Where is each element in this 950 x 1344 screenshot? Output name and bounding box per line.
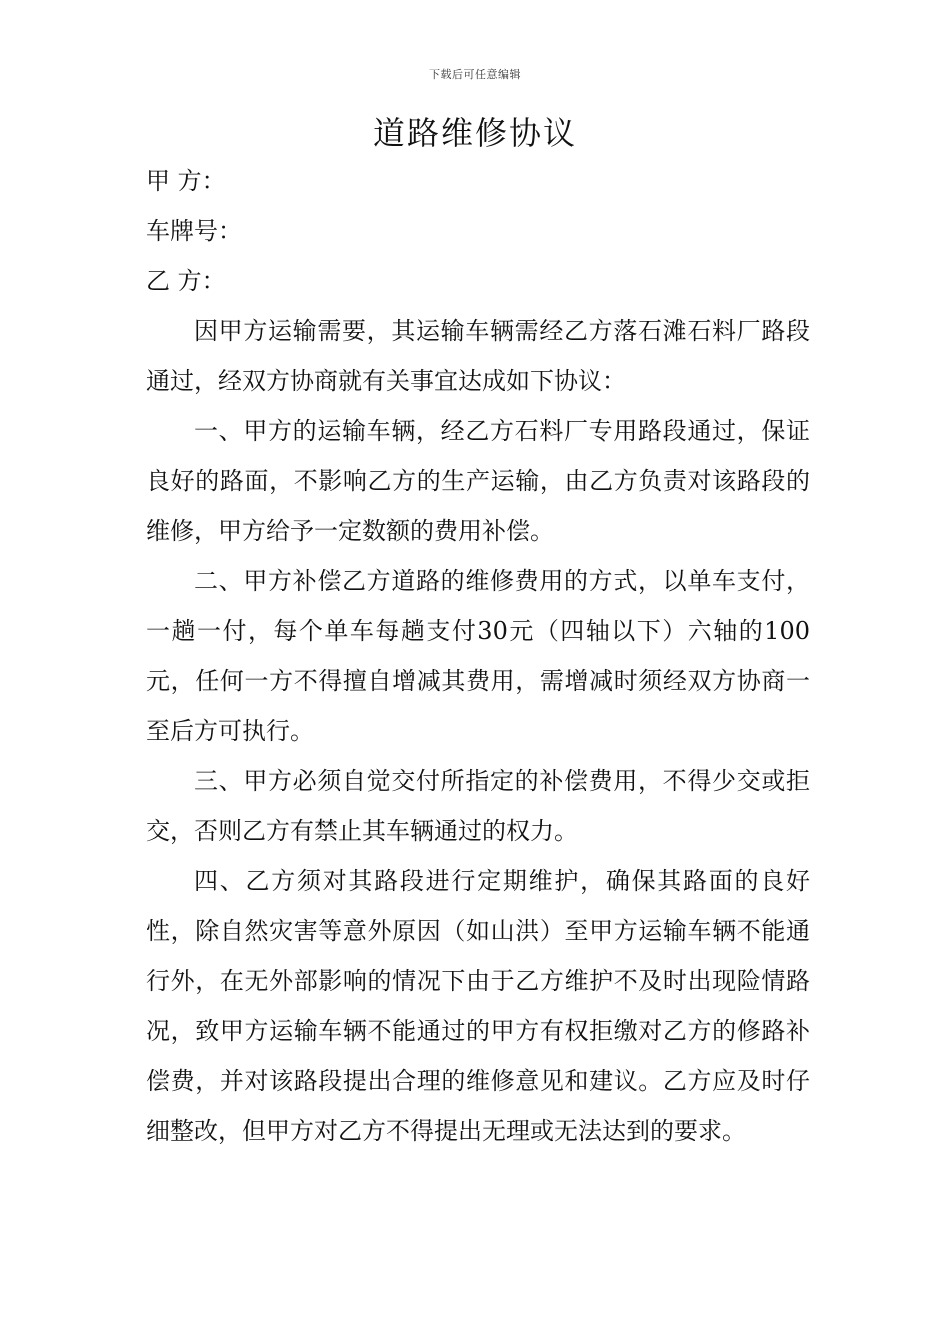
party-b-field: 乙 方： [146,267,226,295]
clause-3-paragraph: 三、甲方必须自觉交付所指定的补偿费用，不得少交或拒交，否则乙方有禁止其车辆通过的权力。 [146,767,810,845]
header-note: 下载后可任意编辑 [429,68,521,81]
clause-4-paragraph: 四、乙方须对其路段进行定期维护，确保其路面的良好性，除自然灾害等意外原因（如山洪）至甲方运输车辆不能通行外，在无外部影响的情况下由于乙方维护不及时出现险情路况，致甲方运输车辆不能通过的甲方有权拒缴对乙方的修路补偿费，并对该路段提出合理的维修意见和建议。乙方应及时仔细整改，但甲方对乙方不得提出无理或无法达到的要求。 [146,867,810,1145]
intro-paragraph: 因甲方运输需要，其运输车辆需经乙方落石滩石料厂路段通过，经双方协商就有关事宜达成如下协议： [146,317,810,395]
plate-number-field: 车牌号： [146,217,242,245]
clause-2-paragraph: 二、甲方补偿乙方道路的维修费用的方式，以单车支付，一趟一付，每个单车每趟支付30元（四轴以下）六轴的100元，任何一方不得擅自增减其费用，需增减时须经双方协商一至后方可执行。 [146,567,810,745]
document-body [146,156,810,1156]
clause-1-paragraph: 一、甲方的运输车辆，经乙方石料厂专用路段通过，保证良好的路面，不影响乙方的生产运输，由乙方负责对该路段的维修，甲方给予一定数额的费用补偿。 [146,417,810,545]
document-title: 道路维修协议 [372,114,577,152]
party-a-field: 甲 方： [146,167,226,195]
